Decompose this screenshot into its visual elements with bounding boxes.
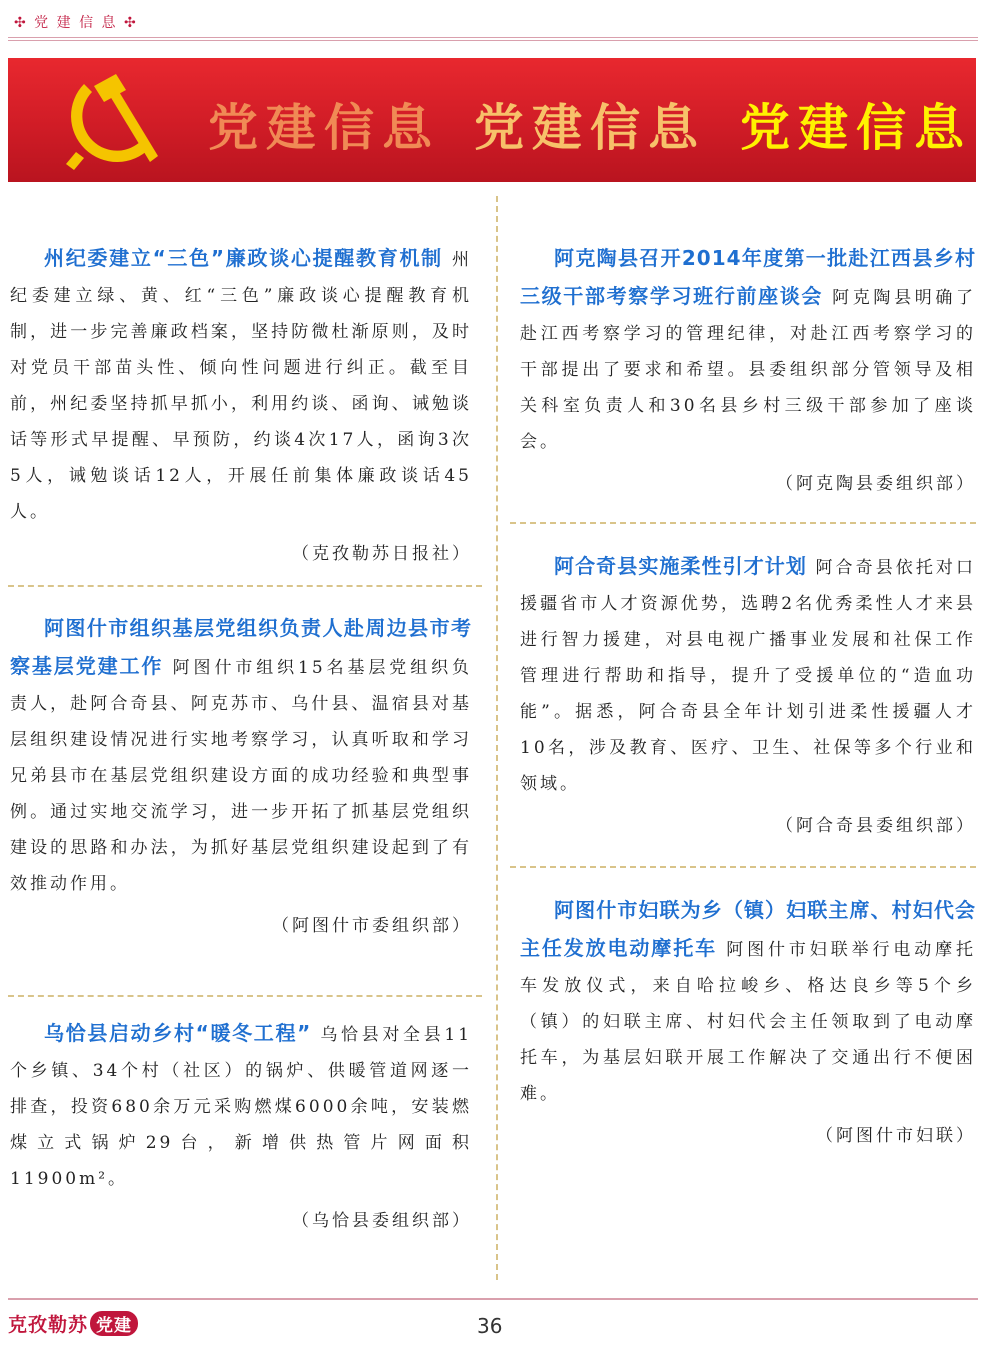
footer-brand	[8, 1310, 138, 1337]
section-divider-right-2	[510, 866, 976, 868]
section-label: ✣ 党 建 信 息 ✣	[14, 15, 138, 31]
article-body: 阿图什市妇联举行电动摩托车发放仪式，来自哈拉峻乡、格达良乡等5个乡（镇）的妇联主席、村妇代会主任领取到了电动摩托车，为基层妇联开展工作解决了交通出行不便困难。	[520, 940, 977, 1104]
section-divider-left-1	[8, 585, 482, 587]
column-divider	[496, 196, 498, 1280]
article-body: 阿图什市组织15名基层党组织负责人，赴阿合奇县、阿克苏市、乌什县、温宿县对基层组织建设情况进行实地考察学习，认真听取和学习兄弟县市在基层党组织建设方面的成功经验和典型事例。通过实地交流学习，进一步开拓了抓基层党组织建设的思路和办法，为抓好基层党组织建设起到了有效推动作用。	[10, 658, 473, 894]
article-2	[10, 610, 472, 944]
section-divider-right-1	[510, 522, 976, 524]
page-number: 36	[477, 1314, 503, 1338]
article-source: （克孜勒苏日报社）	[292, 544, 472, 564]
footer-brand-main: 克孜勒苏	[8, 1314, 89, 1336]
footer-brand-sub: 党建	[90, 1311, 138, 1336]
top-rule	[8, 37, 978, 38]
article-title: 乌恰县启动乡村“暖冬工程”	[44, 1021, 312, 1045]
article-source: （阿合奇县委组织部）	[776, 816, 976, 836]
article-source: （阿克陶县委组织部）	[776, 474, 976, 494]
top-section-bar	[0, 0, 992, 40]
section-divider-left-2	[8, 995, 482, 997]
article-body: 乌恰县对全县11个乡镇、34个村（社区）的锅炉、供暖管道网逐一排查，投资680余万元采购燃煤6000余吨，安装燃煤立式锅炉29台，新增供热管片网面积11900m²。	[10, 1025, 473, 1189]
article-title: 阿克陶县召开2014年度第一批赴江西县乡村三级干部考察学习班行前座谈会	[520, 246, 976, 308]
top-rule-secondary	[8, 40, 978, 41]
title-banner	[8, 58, 976, 182]
page-footer	[0, 1298, 992, 1347]
article-body: 阿克陶县明确了赴江西考察学习的管理纪律，对赴江西考察学习的干部提出了要求和希望。县委组织部分管领导及相关科室负责人和30名县乡村三级干部参加了座谈会。	[520, 288, 977, 452]
article-body: 阿合奇县依托对口援疆省市人才资源优势，选聘2名优秀柔性人才来县进行智力援建，对县电视广播事业发展和社保工作管理进行帮助和指导，提升了受援单位的“造血功能”。据悉，阿合奇县全年计划引进柔性援疆人才10名，涉及教育、医疗、卫生、社保等多个行业和领域。	[520, 558, 977, 794]
article-body: 州纪委建立绿、黄、红“三色”廉政谈心提醒教育机制，进一步完善廉政档案，坚持防微杜渐原则，及时对党员干部苗头性、倾向性问题进行纠正。截至目前，州纪委坚持抓早抓小，利用约谈、函询、诫勉谈话等形式早提醒、早预防，约谈4次17人，函询3次5人，诫勉谈话12人，开展任前集体廉政谈话45人。	[10, 250, 472, 522]
article-5	[520, 548, 976, 844]
article-title: 阿合奇县实施柔性引才计划	[554, 554, 807, 578]
banner-title-1: 党建信息	[208, 99, 440, 157]
article-title: 阿图什市组织基层党组织负责人赴周边县市考察基层党建工作	[10, 616, 472, 678]
article-title: 州纪委建立“三色”廉政谈心提醒教育机制	[44, 246, 443, 270]
banner-title-3: 党建信息	[740, 99, 972, 157]
footer-rule	[8, 1298, 978, 1300]
article-3	[10, 1015, 472, 1239]
article-source: （阿图什市委组织部）	[272, 916, 472, 936]
banner-title-2: 党建信息	[474, 99, 706, 157]
article-source: （阿图什市妇联）	[816, 1126, 976, 1146]
article-6	[520, 892, 976, 1154]
article-4	[520, 240, 976, 502]
hammer-sickle-icon	[54, 70, 174, 174]
article-source: （乌恰县委组织部）	[292, 1211, 472, 1231]
article-title: 阿图什市妇联为乡（镇）妇联主席、村妇代会主任发放电动摩托车	[520, 898, 976, 960]
article-1	[10, 240, 472, 572]
